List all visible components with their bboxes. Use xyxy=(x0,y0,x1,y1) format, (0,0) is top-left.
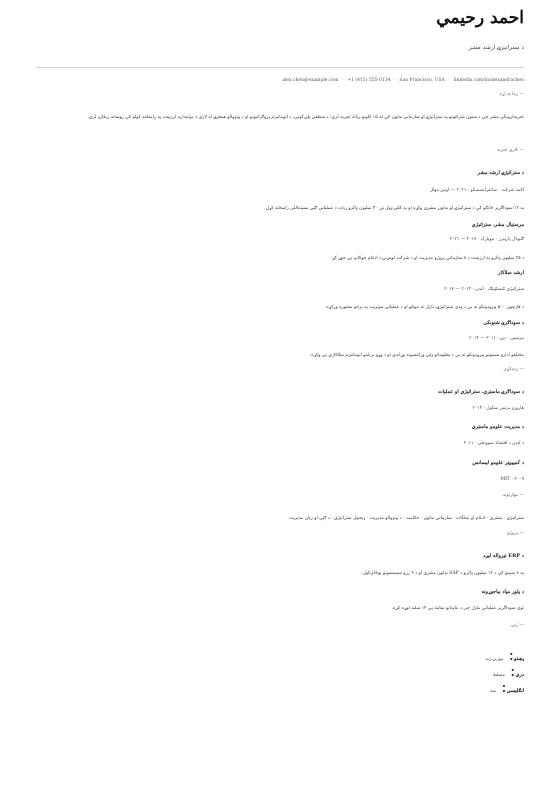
skills-list: ستراتيژي · مشري · ادغام او تملکات · سازماني بدلون · حکامت · د ونډوالو مديريت · ډيجيټل ستراتيژي · د ګټې او زيان مديريت xyxy=(289,516,524,521)
resume-page xyxy=(36,0,524,792)
experience-meta: اکمه شرکت · سانفرانسسکو · ۲۰۲۱ — اوس مهال xyxy=(429,188,524,193)
experience-desc: د فارچون ۵۰۰ پیرودونکو ته یې د ودې ستراتیژۍ، بازار ته ننوتلو او د عملیاتي موثریت په برخو مشوره ورکړه. xyxy=(325,305,524,310)
education-degree: د سوداګرۍ ماسټري، ستراتيژي او عمليات xyxy=(437,389,524,395)
header-divider xyxy=(36,67,524,68)
language-name: پښتو xyxy=(514,656,524,662)
experience-desc: په ۱۲ سوداګریز څانګو کې د ستراتیژۍ او بدلون مشري وکړه او په کلنۍ ډول ټن ۳۰ میلیون ډالرو زیات د عملیاتي ګټې بسپنه‌اللی رامنځته کړل. xyxy=(264,206,524,211)
education-school: د لندن د اقتصاد ښوونځی · ۲۰۱۱ xyxy=(463,441,524,446)
projects-heading: — پروژې xyxy=(506,531,524,536)
education-degree: د کمپيوټر علومو ليسانس xyxy=(472,460,524,466)
language-level: ښه xyxy=(489,689,497,694)
education-school: هارورډ بزنس سکول · ۲۰۱۳ xyxy=(472,406,524,411)
project-title: د پلور مپاد بیاجوړونه xyxy=(481,589,524,595)
contact-email[interactable]: alex.chen@example.com xyxy=(282,78,339,83)
language-item: دري: مسلط xyxy=(492,661,524,680)
language-level: مسلط xyxy=(492,673,505,678)
project-desc: په ۶ سېمو کې د ۱۲ میلیون ډالرو د SAP بدلون مشري او د ۹ زرو سیستمونو یوځای‌کول. xyxy=(361,571,524,576)
contact-linkedin[interactable]: linkedin.com/in/alexandrachen xyxy=(453,78,524,83)
experience-meta: ګلوبال پارټنرز · نيويارک · ۲۰۱۷ — ۲۰۲۱ xyxy=(449,237,524,242)
experience-heading: — کاري تجربه xyxy=(497,148,524,153)
candidate-title: د ستراتيژۍ ارشد مشر xyxy=(468,44,524,51)
education-school: MIT · ۲۰۰۹ xyxy=(500,477,524,482)
language-item: انګليسي: ښه xyxy=(489,677,524,696)
experience-desc: د ۲۵ میلیون ډالرو په ارزښت د ۸ سازماني پروژو مدیریت او د شرکت لومړنۍ د ادغام چوکاټ یې جوړ کړ. xyxy=(330,256,524,261)
contact-location: San Francisco, USA xyxy=(399,78,445,83)
language-name: انګليسي xyxy=(506,688,524,694)
project-title: د ERP تيرواله لېږد xyxy=(483,553,524,559)
experience-role: مرستیال مشر، ستراتيژي xyxy=(471,222,524,228)
language-level: مورنۍ ژبه xyxy=(485,657,504,662)
experience-role: ارشد سلاکار xyxy=(498,270,524,276)
experience-meta: مرينبين · دبۍ · ۲۰۱۱ — ۲۰۱۴ xyxy=(469,336,524,341)
contact-phone[interactable]: +1 (415) 555-0134 xyxy=(347,78,391,83)
contact-line: alex.chen@example.com · +1 (415) 555-0134 · San Francisco, USA · linkedin.com/in/alexandrachen xyxy=(282,78,524,83)
candidate-name: احمد رحيمي xyxy=(436,8,524,28)
summary-heading: — زما په اړه xyxy=(499,92,524,97)
summary-text: تجربه‌لرونکی مشر چې د ستون شرکتونو په ستراتیژۍ او سازماني بدلون کې له ۱۵ کلونو زیاته تجربه لري؛ د منطقې پلې‌کوني، د اتوماتیزم پروګرامونو او د ونډوالو همغږۍ له لارې د دوامداره ارزښت په رامنځته کولو کې روښانه ریکارډ لري. xyxy=(87,115,524,120)
languages-heading: — ژبې xyxy=(510,623,524,628)
experience-desc: مختلفو ادارو بنسټونو پیرودونکو ته یې د معلوماتو ډلې ورانتسونه وړاندې او د وړو برنامو اتوماتیزم سلاکاري یې وکړه. xyxy=(309,353,524,358)
language-item: پښتو: مورنۍ ژبه xyxy=(485,645,524,664)
experience-role: د سوداګرۍ شنونکی xyxy=(483,320,524,326)
project-desc: نوی سوداګریز عملیاتي ماډل چې د عایداتو ساتنه یې ۱۴ سلنه لوړه کړه. xyxy=(391,606,524,611)
experience-meta: ستراتيژي کنسلټينګ · لندن · ۲۰۱۴ — ۲۰۱۷ xyxy=(444,287,524,292)
language-name: دري xyxy=(515,672,524,678)
education-heading: — زده‌کړې xyxy=(503,367,524,372)
skills-heading: — مهارتونه xyxy=(502,493,524,498)
education-degree: د مديريت علومو ماسټري xyxy=(471,424,524,430)
experience-role: د ستراتيژۍ ارشد مشر xyxy=(477,170,524,176)
